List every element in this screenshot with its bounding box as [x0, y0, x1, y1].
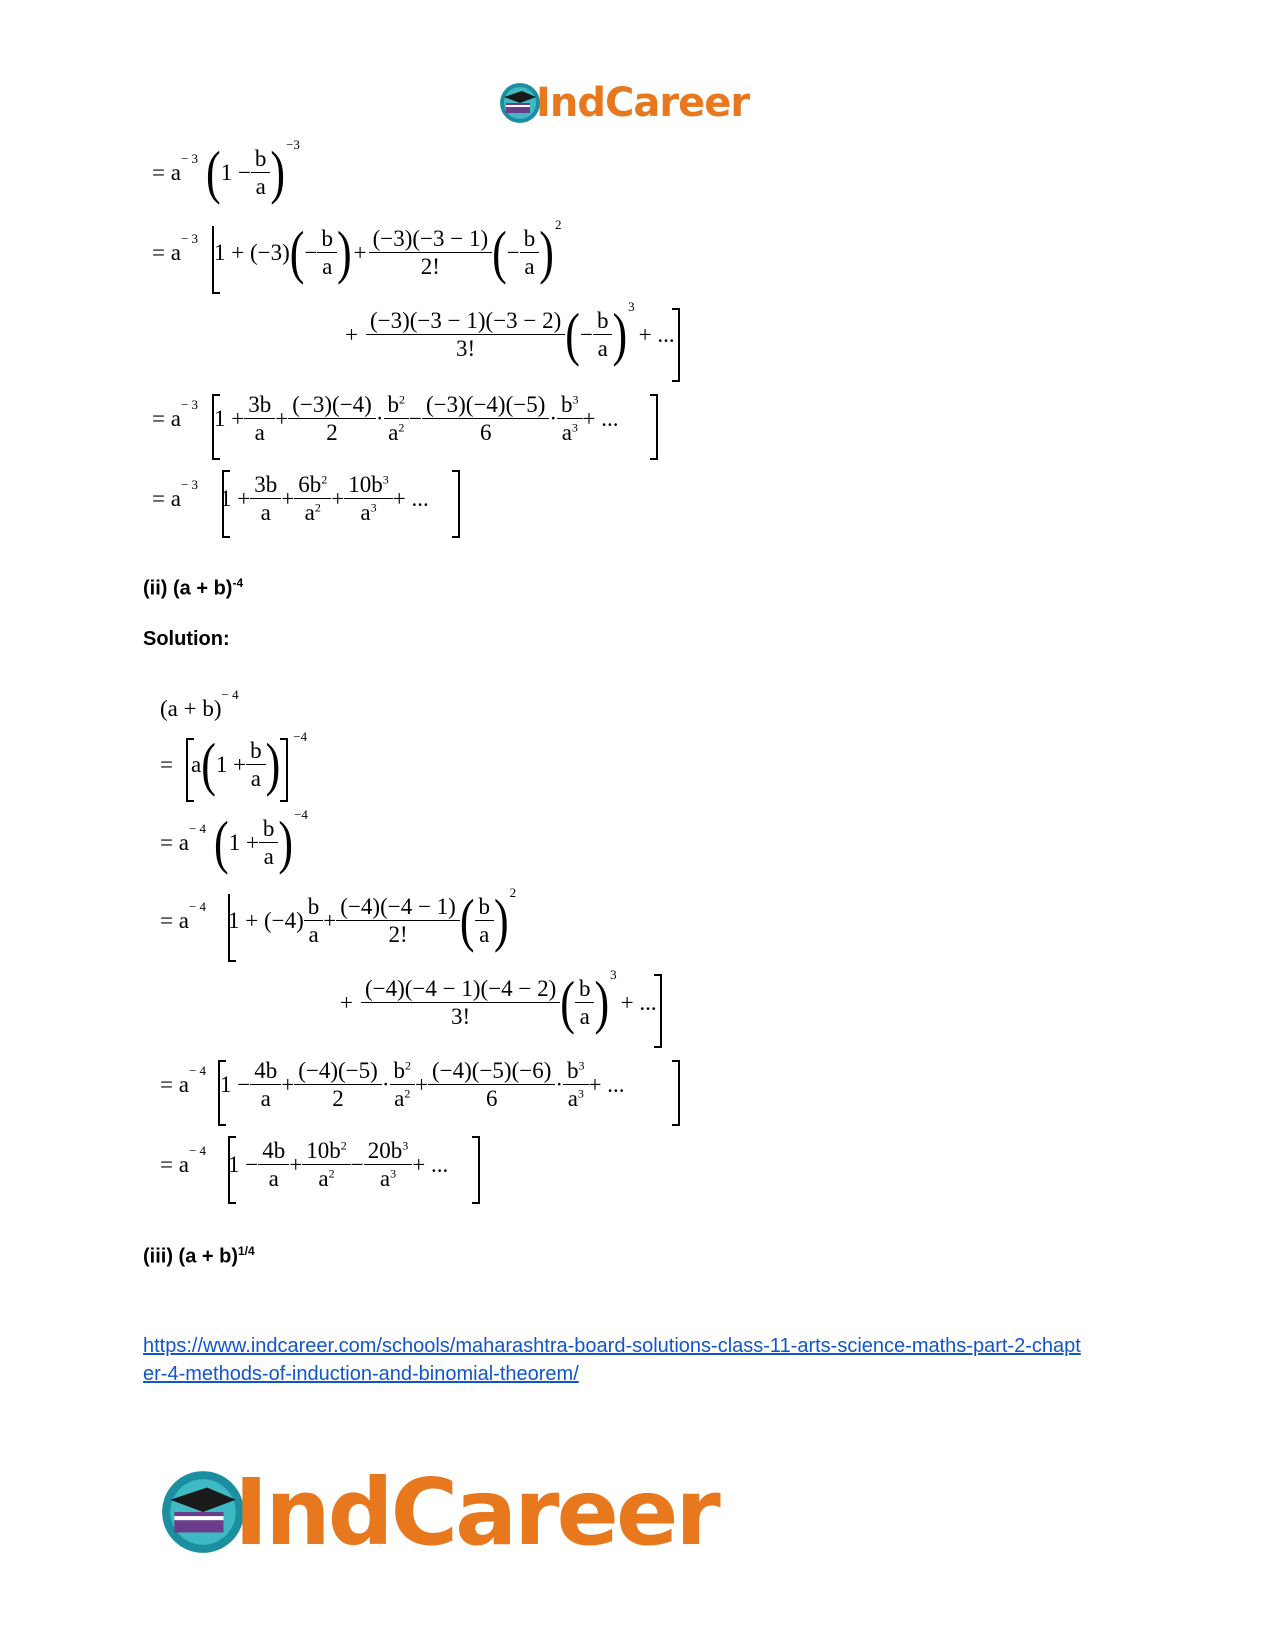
question-iii-heading: (iii) $(a + b)^{1/4}$ — [143, 1244, 255, 1268]
part-i-line-5: = a − 3 1 + $\frac{3b}{a}$ + $\frac{6b^2}{a^2}$ + $\frac{10b^3}{a^3}$ + ... — [152, 472, 429, 526]
part-ii-line-1: = a ( 1 + $\frac{b}{a}$ ) −4 — [160, 728, 308, 798]
part-ii-l6-bracket-l — [228, 1136, 236, 1204]
part-ii-line-5: = a − 4 1 − $\frac{4b}{a}$ + $\frac{(-4)(-5)}{2}$ · $\frac{b^2}{a^2}$ + $\frac{(-4)(-5)(-6)}{6}$ · $\frac{b^3}{a^3}$ + ... — [160, 1058, 625, 1112]
part-i-l4-bracket-l — [212, 394, 220, 460]
solution-label: Solution: — [143, 628, 230, 650]
part-i-l5-bracket-r — [452, 470, 460, 538]
part-ii-l5-bracket-r — [672, 1060, 680, 1126]
part-ii-bracket-open — [228, 894, 236, 962]
part-ii-line-2: = a − 4 ( 1 + $\frac{b}{a}$ ) −4 — [160, 806, 308, 876]
part-ii-l1-bracket-r — [280, 738, 288, 802]
header-logo-text: IndCareer — [536, 80, 750, 126]
part-ii-l5-bracket-l — [218, 1060, 226, 1126]
footer-logo-text: IndCareer — [234, 1458, 718, 1566]
part-i-l4-bracket-r — [650, 394, 658, 460]
part-i-line-2: = a − 3 1 + (−3) ( − $\frac{b}{a}$ ) + $\frac{(-3)(-3 - 1)}{2!}$ ( − $\frac{b}{a}$ ) 2 — [152, 216, 562, 286]
part-ii-line-0: (a + b) − 4 — [160, 687, 239, 721]
part-i-line-1: = a − 3 ( 1 − $\frac{b}{a}$ ) −3 — [152, 136, 300, 206]
source-url-link[interactable]: https://www.indcareer.com/schools/maharashtra-board-solutions-class-11-arts-science-maths-part-2-chapter-4-methods-of-induction-and-binomial-theorem/ — [143, 1335, 1081, 1385]
part-i-line-4: = a − 3 1 + $\frac{3b}{a}$ + $\frac{(-3)(-4)}{2}$ · $\frac{b^2}{a^2}$ − $\frac{(-3)(-4)(-5)}{6}$ · $\frac{b^3}{a^3}$ + ... — [152, 392, 619, 446]
part-ii-l6-bracket-r — [472, 1136, 480, 1204]
part-i-line-3: + $\frac{(-3)(-3 - 1)(-3 - 2)}{3!}$ ( − $\frac{b}{a}$ ) 3 + ... — [345, 298, 675, 368]
part-i-bracket-close — [672, 308, 680, 382]
part-i-l5-bracket-l — [222, 470, 230, 538]
question-ii-heading: (ii) $(a + b)^{-4}$ — [143, 576, 244, 600]
footer-logo — [158, 1458, 718, 1566]
part-ii-line-4: + $\frac{(-4)(-4 - 1)(-4 - 2)}{3!}$ ( $\frac{b}{a}$ ) 3 + ... — [340, 966, 657, 1036]
part-ii-line-6: = a − 4 1 − $\frac{4b}{a}$ + $\frac{10b^2}{a^2}$ − $\frac{20b^3}{a^3}$ + ... — [160, 1138, 449, 1192]
part-ii-bracket-close — [654, 974, 662, 1048]
part-i-bracket-open — [212, 226, 220, 294]
part-ii-line-3: = a − 4 1 + (−4) $\frac{b}{a}$ + $\frac{(-4)(-4 - 1)}{2!}$ ( $\frac{b}{a}$ ) 2 — [160, 884, 517, 954]
part-ii-l1-bracket-l — [186, 738, 194, 802]
header-logo — [498, 78, 749, 128]
